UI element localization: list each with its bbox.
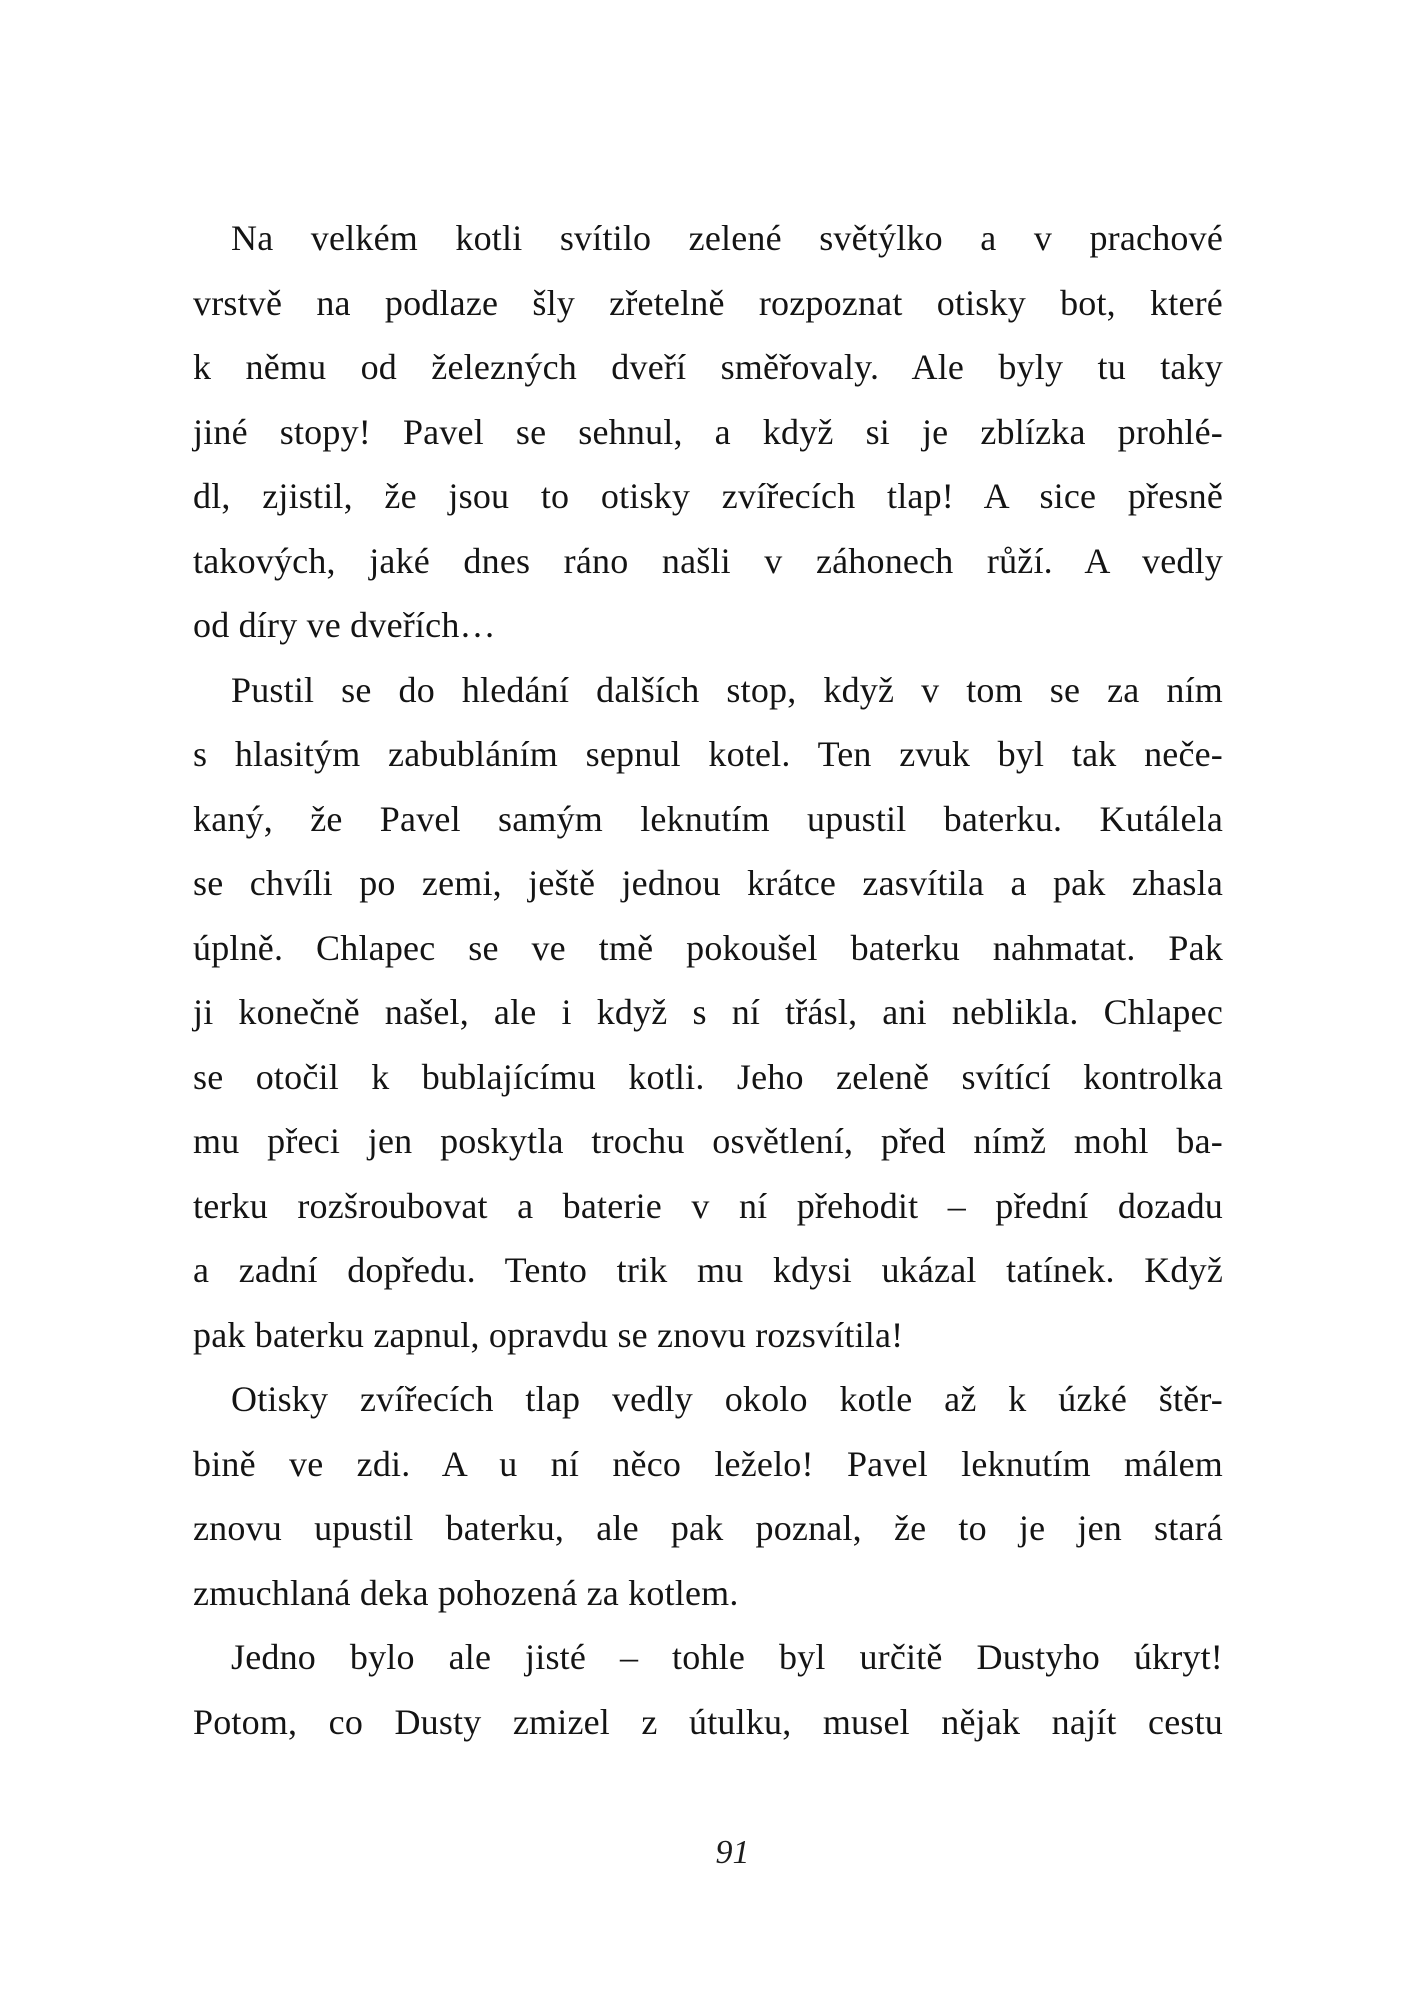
- text-line: se chvíli po zemi, ještě jednou krátce zasvítila a pak zhasla: [193, 863, 1223, 903]
- text-line: a zadní dopředu. Tento trik mu kdysi ukázal tatínek. Když: [193, 1250, 1223, 1290]
- text-line: s hlasitým zabubláním sepnul kotel. Ten zvuk byl tak neče-: [193, 734, 1223, 774]
- text-line: takových, jaké dnes ráno našli v záhonech růží. A vedly: [193, 540, 1223, 581]
- text-line: Otisky zvířecích tlap vedly okolo kotle až k úzké štěr-: [231, 1379, 1223, 1419]
- page-text: [193, 206, 1223, 1754]
- text-line: dl, zjistil, že jsou to otisky zvířecích tlap! A sice přesně: [193, 476, 1223, 516]
- text-line: úplně. Chlapec se ve tmě pokoušel baterku nahmatat. Pak: [193, 927, 1223, 968]
- text-line: terku rozšroubovat a baterie v ní přehodit – přední dozadu: [193, 1185, 1223, 1226]
- paragraph: [193, 206, 1223, 658]
- text-line: Pustil se do hledání dalších stop, když v tom se za ním: [231, 669, 1223, 710]
- text-line: se otočil k bublajícímu kotli. Jeho zeleně svítící kontrolka: [193, 1056, 1223, 1097]
- page-number: 91: [715, 1834, 750, 1871]
- text-line: kaný, že Pavel samým leknutím upustil baterku. Kutálela: [193, 798, 1223, 839]
- text-line: Potom, co Dusty zmizel z útulku, musel nějak najít cestu: [193, 1701, 1223, 1742]
- text-line: Jedno bylo ale jisté – tohle byl určitě Dustyho úkryt!: [231, 1637, 1223, 1677]
- text-line: vrstvě na podlaze šly zřetelně rozpoznat otisky bot, které: [193, 282, 1223, 323]
- text-line: zmuchlaná deka pohozená za kotlem.: [193, 1572, 739, 1613]
- text-line: od díry ve dveřích…: [193, 605, 496, 645]
- paragraph: [193, 1625, 1223, 1754]
- text-line: jiné stopy! Pavel se sehnul, a když si je zblízka prohlé-: [193, 411, 1223, 452]
- paragraph: [193, 658, 1223, 1368]
- text-line: pak baterku zapnul, opravdu se znovu rozsvítila!: [193, 1314, 904, 1355]
- text-line: mu přeci jen poskytla trochu osvětlení, před nímž mohl ba-: [193, 1121, 1223, 1161]
- text-line: k němu od železných dveří směřovaly. Ale byly tu taky: [193, 347, 1223, 387]
- text-line: ji konečně našel, ale i když s ní třásl, ani neblikla. Chlapec: [193, 992, 1223, 1032]
- text-line: znovu upustil baterku, ale pak poznal, že to je jen stará: [193, 1508, 1223, 1548]
- text-line: bině ve zdi. A u ní něco leželo! Pavel leknutím málem: [193, 1443, 1223, 1484]
- text-line: Na velkém kotli svítilo zelené světýlko a v prachové: [231, 218, 1223, 258]
- paragraph: [193, 1367, 1223, 1625]
